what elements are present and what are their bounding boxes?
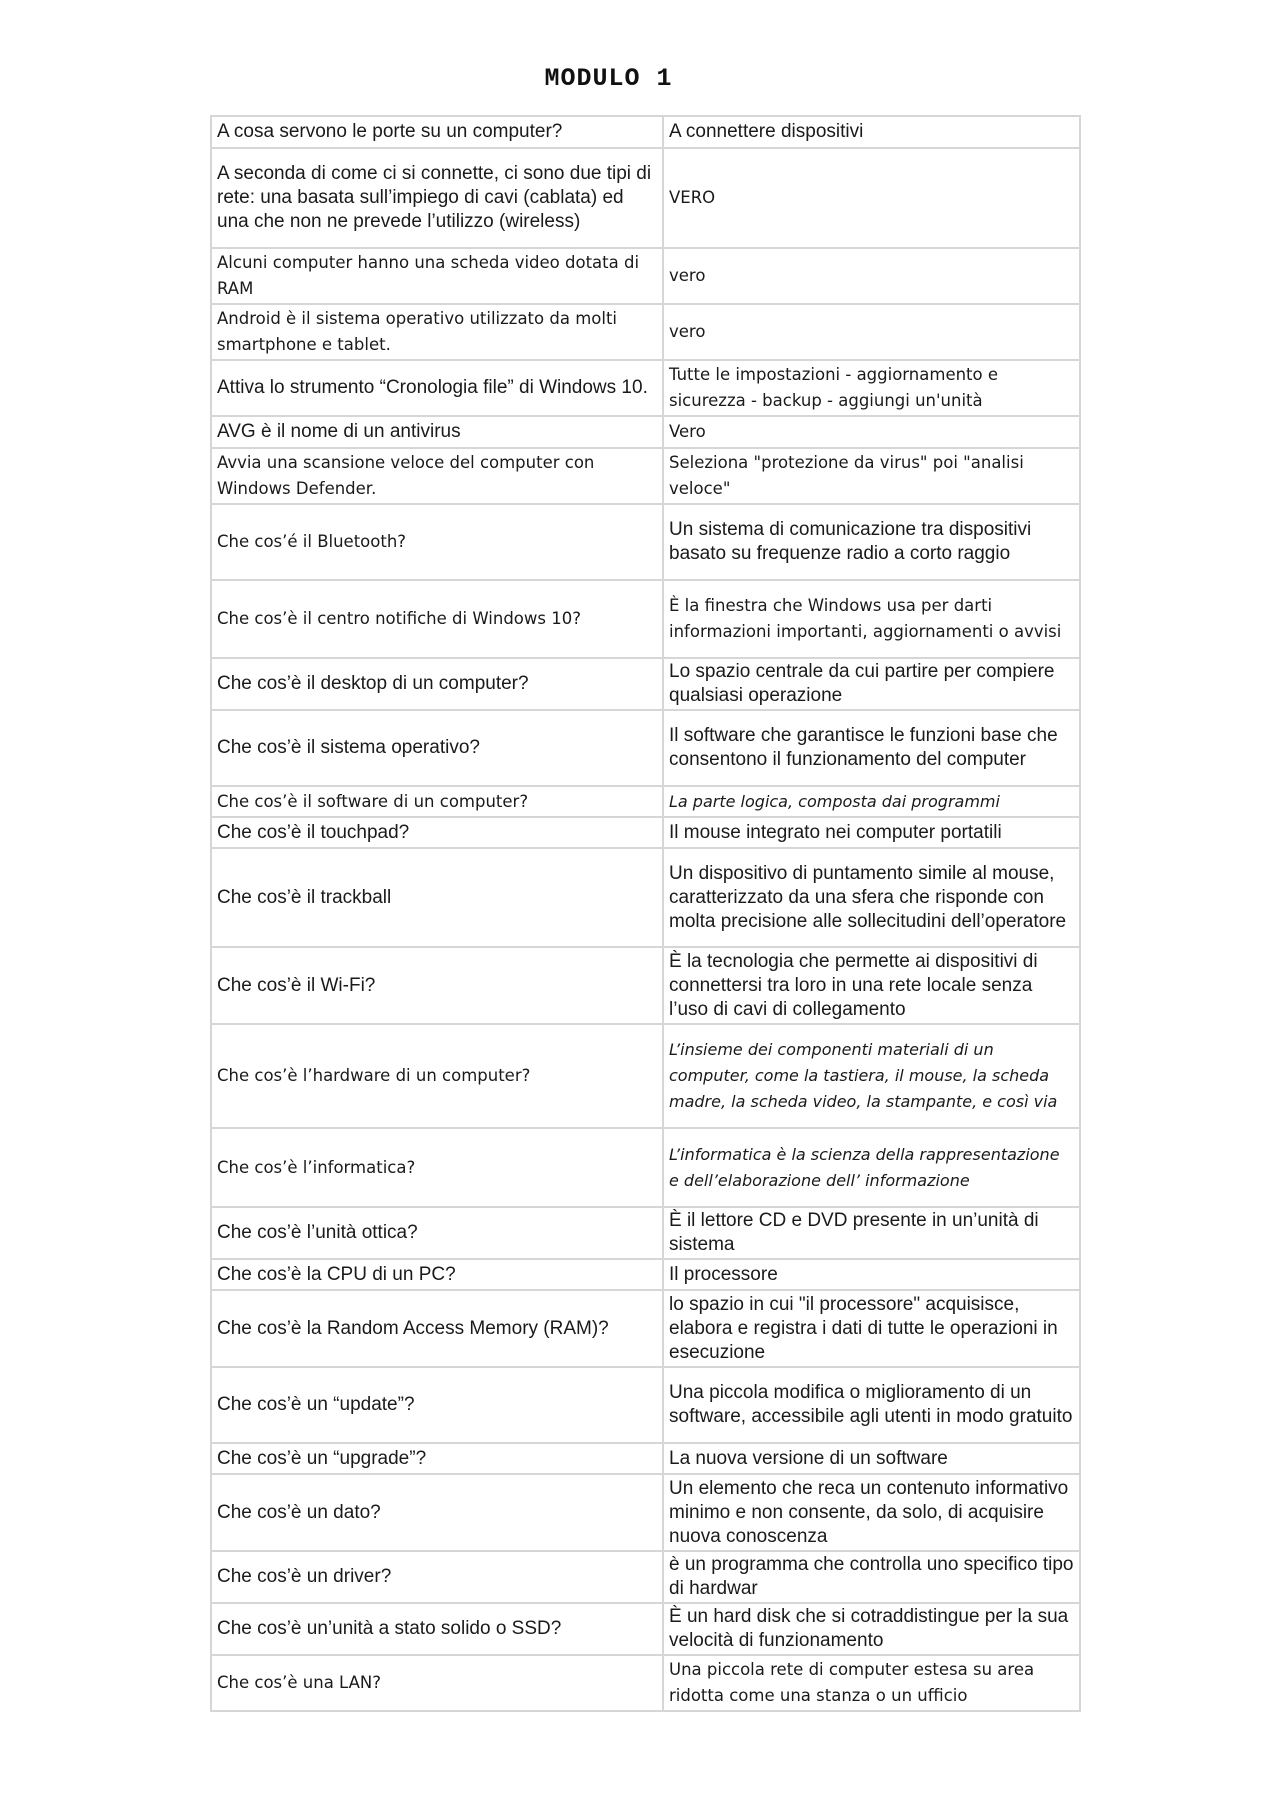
table-row (211, 580, 1080, 658)
answer-cell: è un programma che controlla uno specifico tipo di hardwar (663, 1551, 1080, 1603)
table-row (211, 947, 1080, 1024)
table-row (211, 116, 1080, 148)
question-cell: Che cos’è l’unità ottica? (211, 1207, 663, 1259)
answer-cell: VERO (663, 148, 1080, 248)
question-cell: Che cos’è il trackball (211, 848, 663, 947)
table-row (211, 416, 1080, 448)
answer-cell: Lo spazio centrale da cui partire per compiere qualsiasi operazione (663, 658, 1080, 710)
question-cell: Avvia una scansione veloce del computer con Windows Defender. (211, 448, 663, 504)
table-row (211, 1443, 1080, 1474)
answer-cell: La parte logica, composta dai programmi (663, 786, 1080, 817)
answer-cell: Il software che garantisce le funzioni base che consentono il funzionamento del computer (663, 710, 1080, 786)
table-row (211, 1290, 1080, 1367)
table-row (211, 1655, 1080, 1711)
question-cell: Che cos’è la Random Access Memory (RAM)? (211, 1290, 663, 1367)
question-cell: Alcuni computer hanno una scheda video dotata di RAM (211, 248, 663, 304)
question-cell: Che cos’è il sistema operativo? (211, 710, 663, 786)
answer-cell: Tutte le impostazioni - aggiornamento e sicurezza - backup - aggiungi un'unità (663, 360, 1080, 416)
question-cell: Che cos’è il Wi-Fi? (211, 947, 663, 1024)
answer-cell: vero (663, 248, 1080, 304)
qa-table-body (211, 116, 1080, 1711)
table-row (211, 448, 1080, 504)
question-cell: Che cos’è il touchpad? (211, 817, 663, 848)
question-cell: Che cos’è il desktop di un computer? (211, 658, 663, 710)
table-row (211, 1128, 1080, 1207)
table-row (211, 710, 1080, 786)
question-cell: Che cos’è la CPU di un PC? (211, 1259, 663, 1290)
question-cell: Che cos’è un “upgrade”? (211, 1443, 663, 1474)
answer-cell: L’insieme dei componenti materiali di un computer, come la tastiera, il mouse, la scheda madre, la scheda video, la stampante, e così via (663, 1024, 1080, 1128)
answer-cell: Un dispositivo di puntamento simile al mouse, caratterizzato da una sfera che risponde con molta precisione alle sollecitudini dell’operatore (663, 848, 1080, 947)
table-row (211, 504, 1080, 580)
question-cell: A seconda di come ci si connette, ci sono due tipi di rete: una basata sull’impiego di cavi (cablata) ed una che non ne prevede l’utilizzo (wireless) (211, 148, 663, 248)
answer-cell: lo spazio in cui "il processore" acquisisce, elabora e registra i dati di tutte le operazioni in esecuzione (663, 1290, 1080, 1367)
answer-cell: Vero (663, 416, 1080, 448)
answer-cell: Il processore (663, 1259, 1080, 1290)
question-cell: Che cos’é il Bluetooth? (211, 504, 663, 580)
answer-cell: È la tecnologia che permette ai dispositivi di connettersi tra loro in una rete locale senza l’uso di cavi di collegamento (663, 947, 1080, 1024)
question-cell: Che cos’è un dato? (211, 1474, 663, 1551)
table-row (211, 304, 1080, 360)
table-row (211, 786, 1080, 817)
table-row (211, 148, 1080, 248)
answer-cell: A connettere dispositivi (663, 116, 1080, 148)
qa-table (210, 115, 1081, 1712)
answer-cell: Una piccola modifica o miglioramento di un software, accessibile agli utenti in modo gratuito (663, 1367, 1080, 1443)
question-cell: Attiva lo strumento “Cronologia file” di Windows 10. (211, 360, 663, 416)
question-cell: Che cos’è un “update”? (211, 1367, 663, 1443)
question-cell: Che cos’è l’hardware di un computer? (211, 1024, 663, 1128)
table-row (211, 1207, 1080, 1259)
page-title: MODULO 1 (544, 64, 673, 93)
question-cell: Che cos’è una LAN? (211, 1655, 663, 1711)
answer-cell: Il mouse integrato nei computer portatili (663, 817, 1080, 848)
answer-cell: vero (663, 304, 1080, 360)
table-row (211, 360, 1080, 416)
answer-cell: Un elemento che reca un contenuto informativo minimo e non consente, da solo, di acquisire nuova conoscenza (663, 1474, 1080, 1551)
table-row (211, 1474, 1080, 1551)
table-row (211, 817, 1080, 848)
question-cell: Che cos’è un driver? (211, 1551, 663, 1603)
question-cell: A cosa servono le porte su un computer? (211, 116, 663, 148)
answer-cell: Seleziona "protezione da virus" poi "analisi veloce" (663, 448, 1080, 504)
table-row (211, 1259, 1080, 1290)
question-cell: Che cos’è il centro notifiche di Windows 10? (211, 580, 663, 658)
question-cell: AVG è il nome di un antivirus (211, 416, 663, 448)
table-row (211, 248, 1080, 304)
table-row (211, 1367, 1080, 1443)
question-cell: Che cos’è il software di un computer? (211, 786, 663, 817)
table-row (211, 1551, 1080, 1603)
question-cell: Che cos’è un’unità a stato solido o SSD? (211, 1603, 663, 1655)
answer-cell: La nuova versione di un software (663, 1443, 1080, 1474)
table-row (211, 1603, 1080, 1655)
table-row (211, 658, 1080, 710)
answer-cell: L’informatica è la scienza della rappresentazione e dell’elaborazione dell’ informazione (663, 1128, 1080, 1207)
question-cell: Android è il sistema operativo utilizzato da molti smartphone e tablet. (211, 304, 663, 360)
answer-cell: È il lettore CD e DVD presente in un’unità di sistema (663, 1207, 1080, 1259)
answer-cell: È la finestra che Windows usa per darti informazioni importanti, aggiornamenti o avvisi (663, 580, 1080, 658)
answer-cell: Una piccola rete di computer estesa su area ridotta come una stanza o un ufficio (663, 1655, 1080, 1711)
table-row (211, 1024, 1080, 1128)
answer-cell: È un hard disk che si cotraddistingue per la sua velocità di funzionamento (663, 1603, 1080, 1655)
answer-cell: Un sistema di comunicazione tra dispositivi basato su frequenze radio a corto raggio (663, 504, 1080, 580)
table-row (211, 848, 1080, 947)
question-cell: Che cos’è l’informatica? (211, 1128, 663, 1207)
